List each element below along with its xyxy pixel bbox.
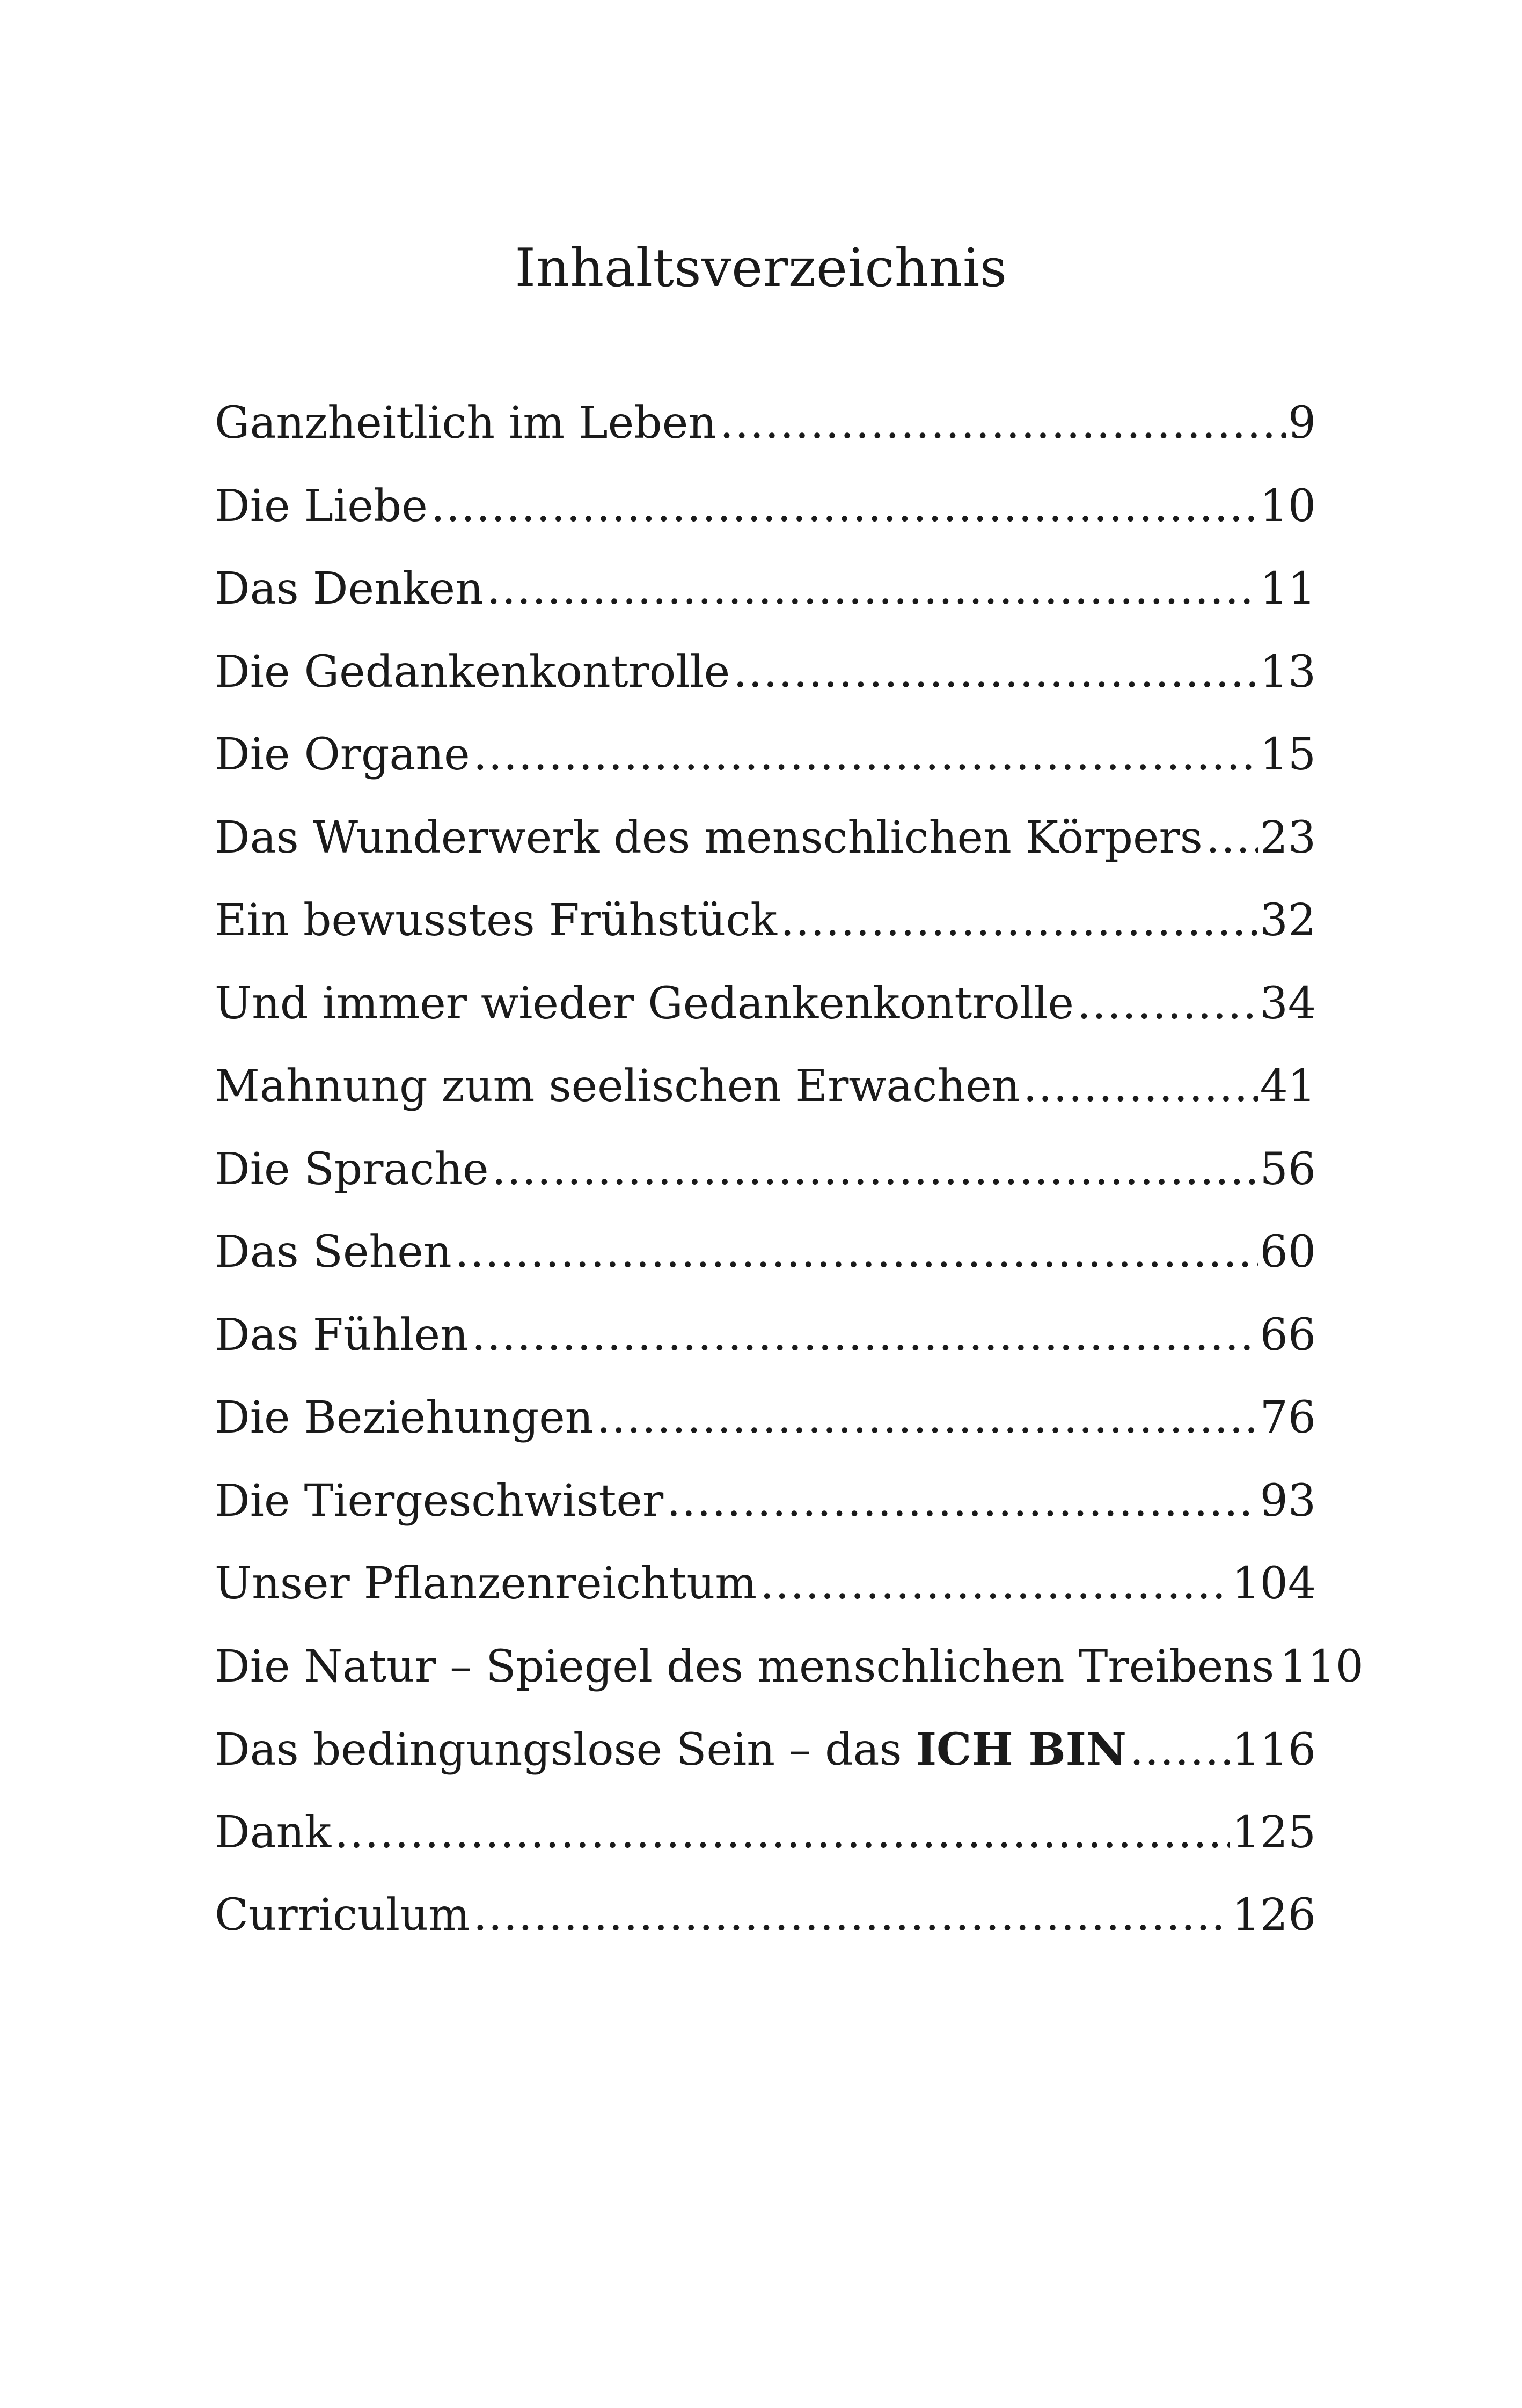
toc-entry (215, 1708, 1316, 1792)
table-of-contents (215, 382, 1364, 1957)
toc-entry (215, 1377, 1316, 1460)
dot-leader (720, 382, 1286, 465)
dot-leader (334, 1792, 1230, 1875)
toc-page-number: 104 (1232, 1558, 1316, 1609)
toc-entry-title: Ein bewusstes Frühstück (215, 895, 777, 946)
toc-page-number: 76 (1260, 1392, 1316, 1443)
toc-page-number: 60 (1260, 1227, 1316, 1278)
toc-page-number: 66 (1260, 1309, 1316, 1361)
toc-page-number: 15 (1260, 729, 1316, 780)
toc-page-number: 9 (1287, 398, 1316, 449)
dot-leader (472, 1294, 1258, 1377)
toc-entry-title: Curriculum (215, 1890, 470, 1941)
toc-page-number: 10 (1260, 480, 1316, 532)
dot-leader (1206, 797, 1258, 880)
toc-entry (215, 1294, 1316, 1377)
toc-entry (215, 879, 1316, 963)
toc-entry (215, 1128, 1316, 1212)
toc-entry-title (215, 1708, 1130, 1792)
dot-leader (780, 879, 1258, 963)
toc-page-number: 41 (1260, 1061, 1316, 1112)
dot-leader (455, 1211, 1258, 1294)
toc-entry-title: Die Tiergeschwister (215, 1475, 664, 1526)
toc-page-number: 125 (1232, 1807, 1316, 1858)
dot-leader (487, 548, 1258, 631)
toc-entry-title: Ganzheitlich im Leben (215, 398, 717, 449)
dot-leader (431, 465, 1258, 548)
toc-entry-title: Und immer wieder Gedankenkontrolle (215, 978, 1074, 1029)
toc-page-number: 34 (1260, 978, 1316, 1029)
toc-entry (215, 465, 1316, 548)
dot-leader (597, 1377, 1258, 1460)
dot-leader (733, 631, 1257, 714)
toc-page-number: 23 (1260, 812, 1316, 863)
toc-entry (215, 1460, 1316, 1543)
toc-entry (215, 1626, 1364, 1709)
toc-entry-title: Die Organe (215, 729, 470, 780)
toc-entry-title: Die Natur – Spiegel des menschlichen Treibens (215, 1641, 1275, 1692)
dot-leader (492, 1128, 1258, 1212)
toc-entry-title: Die Sprache (215, 1143, 489, 1195)
toc-entry-title: Das Wunderwerk des menschlichen Körpers (215, 812, 1203, 863)
toc-entry (215, 382, 1316, 465)
toc-page-number: 11 (1260, 563, 1316, 614)
toc-entry-title-emphasis: ICH BIN (916, 1724, 1126, 1775)
dot-leader (667, 1460, 1257, 1543)
dot-leader (473, 714, 1258, 797)
toc-entry (215, 797, 1316, 880)
dot-leader (760, 1543, 1230, 1626)
toc-entry-title-prefix: Das bedingungslose Sein – das (215, 1724, 916, 1775)
dot-leader (473, 1874, 1230, 1957)
page-title: Inhaltsverzeichnis (515, 238, 1007, 299)
toc-entry (215, 1211, 1316, 1294)
toc-entry (215, 631, 1316, 714)
dot-leader (1077, 963, 1258, 1046)
toc-page-number: 110 (1279, 1641, 1364, 1692)
toc-entry-title: Die Beziehungen (215, 1392, 594, 1443)
toc-page-number: 56 (1260, 1143, 1316, 1195)
toc-entry-title: Das Sehen (215, 1227, 452, 1278)
toc-page-number: 126 (1232, 1890, 1316, 1941)
toc-entry-title: Das Denken (215, 563, 484, 614)
toc-page-number: 116 (1232, 1724, 1316, 1775)
dot-leader (1023, 1045, 1258, 1128)
toc-page-number: 93 (1260, 1475, 1316, 1526)
toc-page-number: 32 (1260, 895, 1316, 946)
toc-entry (215, 1045, 1316, 1128)
toc-entry-title: Die Liebe (215, 480, 428, 532)
toc-entry-title: Mahnung zum seelischen Erwachen (215, 1061, 1020, 1112)
toc-entry-title: Dank (215, 1807, 332, 1858)
toc-entry-title: Die Gedankenkontrolle (215, 646, 730, 698)
toc-entry-title: Unser Pflanzenreichtum (215, 1558, 757, 1609)
toc-page-number: 13 (1260, 646, 1316, 698)
toc-entry (215, 963, 1316, 1046)
toc-entry-title: Das Fühlen (215, 1309, 469, 1361)
toc-entry (215, 1874, 1316, 1957)
toc-entry (215, 714, 1316, 797)
dot-leader (1130, 1709, 1230, 1792)
toc-entry (215, 1543, 1316, 1626)
toc-entry (215, 548, 1316, 631)
toc-entry (215, 1792, 1316, 1875)
